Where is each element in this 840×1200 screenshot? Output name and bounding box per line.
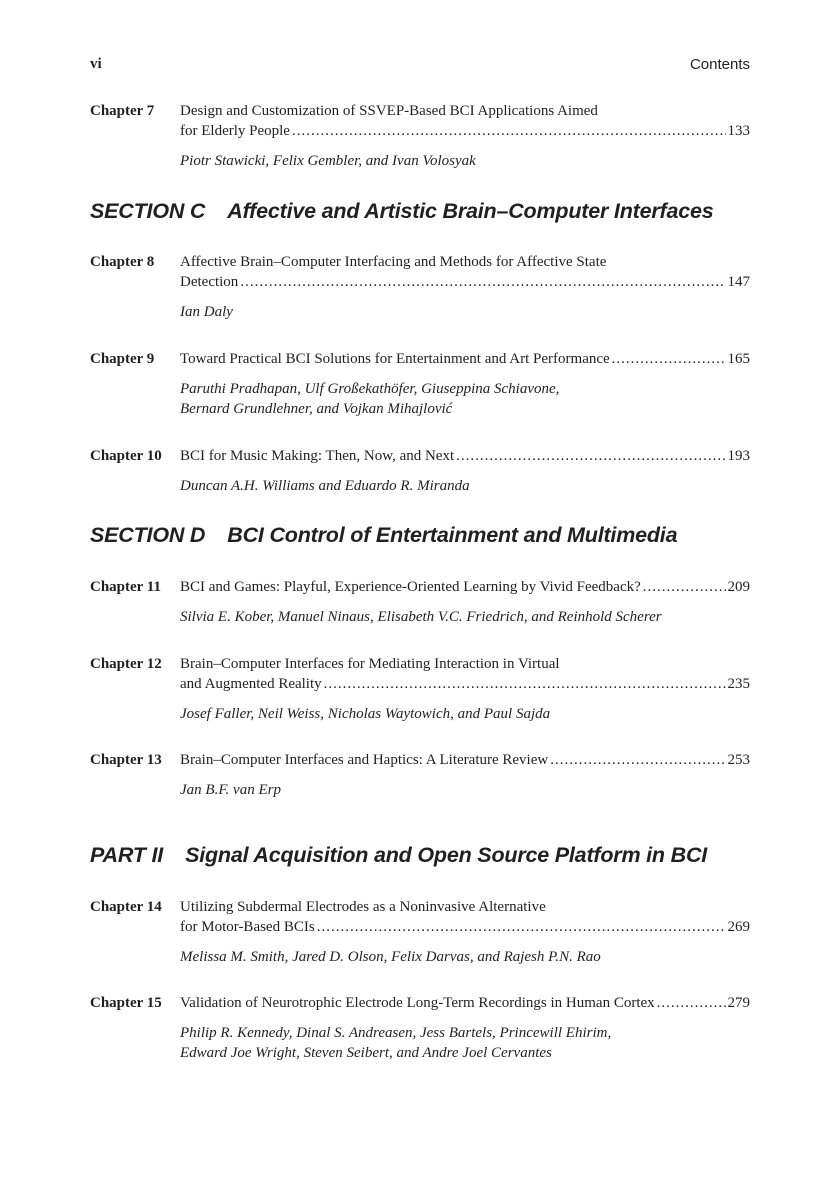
section-label: SECTION C bbox=[90, 199, 206, 223]
chapter-authors bbox=[180, 1023, 750, 1063]
page-number: vi bbox=[90, 56, 102, 72]
section-label: PART II bbox=[90, 843, 164, 867]
dot-leader bbox=[550, 750, 725, 770]
chapter-label: Chapter 12 bbox=[90, 656, 162, 672]
chapter-label: Chapter 13 bbox=[90, 752, 162, 768]
author-line: Jan B.F. van Erp bbox=[180, 782, 281, 798]
dot-leader bbox=[292, 121, 726, 141]
chapter-label: Chapter 15 bbox=[90, 995, 162, 1011]
author-line: Melissa M. Smith, Jared D. Olson, Felix Darvas, and Rajesh P.N. Rao bbox=[180, 949, 601, 965]
author-line: Paruthi Pradhapan, Ulf Großekathöfer, Giuseppina Schiavone, bbox=[180, 381, 560, 397]
toc-entry-chapter-8[interactable] bbox=[90, 252, 750, 322]
section-title: Affective and Artistic Brain–Computer Interfaces bbox=[227, 199, 714, 223]
chapter-authors bbox=[180, 302, 750, 322]
page-ref: 253 bbox=[727, 752, 750, 768]
page-ref: 193 bbox=[727, 448, 750, 464]
author-line: Duncan A.H. Williams and Eduardo R. Miranda bbox=[180, 478, 470, 494]
chapter-title-line: Detection bbox=[180, 274, 239, 290]
chapter-title-line: Toward Practical BCI Solutions for Entertainment and Art Performance bbox=[180, 351, 610, 367]
chapter-label: Chapter 9 bbox=[90, 351, 155, 367]
chapter-label: Chapter 14 bbox=[90, 899, 162, 915]
chapter-title-line: Utilizing Subdermal Electrodes as a Noninvasive Alternative bbox=[180, 899, 546, 915]
chapter-title-line: for Elderly People bbox=[180, 123, 290, 139]
page-ref: 165 bbox=[727, 351, 750, 367]
chapter-title-line: Design and Customization of SSVEP-Based BCI Applications Aimed bbox=[180, 103, 598, 119]
chapter-title-line: BCI for Music Making: Then, Now, and Next bbox=[180, 448, 455, 464]
chapter-authors bbox=[180, 780, 750, 800]
chapter-authors bbox=[180, 379, 750, 419]
toc-entry-chapter-9[interactable] bbox=[90, 349, 750, 419]
dot-leader bbox=[317, 917, 726, 937]
chapter-title-line: Affective Brain–Computer Interfacing and Methods for Affective State bbox=[180, 254, 607, 270]
page-ref: 147 bbox=[727, 274, 750, 290]
toc-entry-chapter-7[interactable] bbox=[90, 101, 750, 171]
section-title: BCI Control of Entertainment and Multimedia bbox=[227, 523, 678, 547]
page-ref: 133 bbox=[727, 123, 750, 139]
toc-entry-chapter-15[interactable] bbox=[90, 993, 750, 1063]
toc-entry-chapter-11[interactable] bbox=[90, 577, 750, 627]
author-line: Piotr Stawicki, Felix Gembler, and Ivan Volosyak bbox=[180, 153, 476, 169]
chapter-label: Chapter 7 bbox=[90, 103, 155, 119]
chapter-authors bbox=[180, 704, 750, 724]
chapter-title-line: Brain–Computer Interfaces for Mediating Interaction in Virtual bbox=[180, 656, 560, 672]
dot-leader bbox=[324, 674, 726, 694]
part-heading-ii bbox=[90, 843, 707, 868]
chapter-authors bbox=[180, 607, 750, 627]
chapter-authors bbox=[180, 476, 750, 496]
chapter-title-line: Brain–Computer Interfaces and Haptics: A Literature Review bbox=[180, 752, 549, 768]
page-ref: 269 bbox=[727, 919, 750, 935]
chapter-label: Chapter 11 bbox=[90, 579, 161, 595]
author-line: Silvia E. Kober, Manuel Ninaus, Elisabeth V.C. Friedrich, and Reinhold Scherer bbox=[180, 609, 662, 625]
chapter-authors bbox=[180, 151, 750, 171]
chapter-label: Chapter 8 bbox=[90, 254, 155, 270]
section-heading-d bbox=[90, 523, 677, 548]
section-label: SECTION D bbox=[90, 523, 206, 547]
running-head: Contents bbox=[689, 56, 750, 73]
author-line: Ian Daly bbox=[180, 304, 233, 320]
dot-leader bbox=[612, 349, 726, 369]
section-heading-c bbox=[90, 199, 714, 224]
dot-leader bbox=[657, 993, 726, 1013]
author-line: Philip R. Kennedy, Dinal S. Andreasen, Jess Bartels, Princewill Ehirim, bbox=[180, 1025, 612, 1041]
toc-entry-chapter-10[interactable] bbox=[90, 446, 750, 496]
dot-leader bbox=[240, 272, 725, 292]
toc-entry-chapter-13[interactable] bbox=[90, 750, 750, 800]
chapter-title-line: and Augmented Reality bbox=[180, 676, 322, 692]
page-ref: 209 bbox=[727, 579, 750, 595]
dot-leader bbox=[456, 446, 725, 466]
chapter-title-line: Validation of Neurotrophic Electrode Long-Term Recordings in Human Cortex bbox=[180, 995, 655, 1011]
chapter-title-line: for Motor-Based BCIs bbox=[180, 919, 315, 935]
toc-entry-chapter-12[interactable] bbox=[90, 654, 750, 724]
toc-entry-chapter-14[interactable] bbox=[90, 897, 750, 967]
chapter-title-line: BCI and Games: Playful, Experience-Oriented Learning by Vivid Feedback? bbox=[180, 579, 641, 595]
dot-leader bbox=[643, 577, 726, 597]
author-line: Bernard Grundlehner, and Vojkan Mihajlović bbox=[180, 401, 453, 417]
author-line: Josef Faller, Neil Weiss, Nicholas Waytowich, and Paul Sajda bbox=[180, 706, 551, 722]
section-title: Signal Acquisition and Open Source Platform in BCI bbox=[185, 843, 708, 867]
chapter-authors bbox=[180, 947, 750, 967]
chapter-label: Chapter 10 bbox=[90, 448, 162, 464]
page-ref: 279 bbox=[727, 995, 750, 1011]
page-ref: 235 bbox=[727, 676, 750, 692]
author-line: Edward Joe Wright, Steven Seibert, and Andre Joel Cervantes bbox=[180, 1045, 552, 1061]
